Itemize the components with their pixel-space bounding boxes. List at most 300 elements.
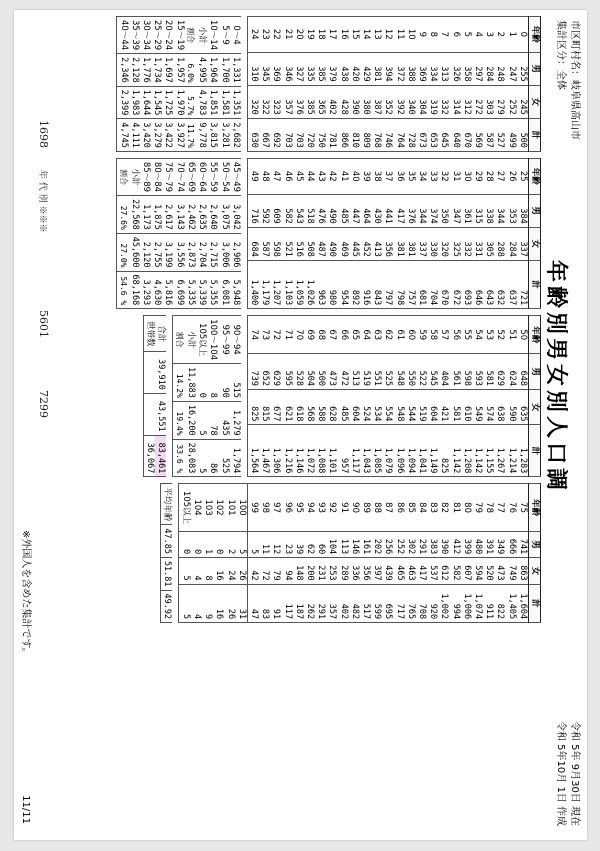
age-cell: 53 <box>483 316 494 354</box>
table-row <box>483 158 494 308</box>
male-cell: 11,883 <box>185 364 196 402</box>
total-cell: 916 <box>360 260 371 308</box>
table-row <box>191 484 202 623</box>
col-age: 年齢 <box>528 17 540 53</box>
age-cell: 小計 <box>185 316 196 364</box>
total-cell: 1,096 <box>393 425 404 477</box>
table-row <box>472 484 483 623</box>
age-cell: 60～64 <box>196 158 207 195</box>
table-row <box>405 316 416 477</box>
total-cell: 1,041 <box>416 425 427 477</box>
table-row <box>449 316 460 477</box>
table-body <box>247 17 528 152</box>
total-cell: 9 <box>202 584 213 623</box>
age-cell: 54 <box>472 316 483 354</box>
age-cell: 80～84 <box>151 158 162 195</box>
age-cell: 70～74 <box>174 158 185 195</box>
male-cell: 6.0% <box>185 54 196 87</box>
table-row <box>174 17 185 152</box>
total-cell: 1,146 <box>293 425 304 477</box>
city-label: 市区町村名：岐阜県高山市 <box>569 20 580 140</box>
female-cell: 356 <box>382 227 393 260</box>
table-row <box>483 316 494 477</box>
male-cell: 551 <box>371 354 382 390</box>
col-female: 女 <box>528 558 540 584</box>
total-cell: 1,306 <box>270 425 281 477</box>
total-cell: 1,101 <box>326 425 337 477</box>
total-cell: 643 <box>483 260 494 308</box>
total-cell: 670 <box>461 118 472 151</box>
age-cell: 23 <box>259 17 270 53</box>
table-body <box>173 316 241 477</box>
total-cell: 357 <box>326 584 337 623</box>
table-row <box>117 158 129 308</box>
table-row <box>416 316 427 477</box>
total-cell: 187 <box>293 584 304 623</box>
total-male: 39,910 <box>155 352 166 394</box>
age-cell: 56 <box>449 316 460 354</box>
age-cell: 100～104 <box>207 316 218 364</box>
age-cell: 25 <box>517 158 529 194</box>
female-cell: 272 <box>472 85 483 118</box>
age-cell: 58 <box>427 316 438 354</box>
table-row <box>117 17 129 152</box>
table-row <box>517 316 529 477</box>
document-page <box>14 10 587 840</box>
male-cell: 146 <box>349 531 360 557</box>
male-cell: 0 <box>196 364 207 402</box>
table-row <box>236 484 248 623</box>
col-female: 女 <box>528 227 540 260</box>
age-cell: 0 <box>517 17 529 53</box>
male-cell: 5 <box>247 531 259 557</box>
table-row <box>162 158 173 308</box>
female-cell: 635 <box>517 389 529 425</box>
male-cell: 399 <box>461 531 472 557</box>
female-cell: 332 <box>438 85 449 118</box>
female-cell: 331 <box>472 227 483 260</box>
age-cell: 40 <box>349 158 360 194</box>
table-row <box>494 158 505 308</box>
total-cell: 798 <box>393 260 404 308</box>
male-cell: 326 <box>449 52 460 85</box>
table-row <box>438 17 449 152</box>
male-cell: 1,173 <box>140 196 151 234</box>
female-cell: 381 <box>405 227 416 260</box>
total-cell: 3,927 <box>174 119 185 152</box>
male-cell: 2,617 <box>162 196 173 234</box>
female-cell: 587 <box>259 227 270 260</box>
age-cell: 79 <box>472 484 483 532</box>
total-cell: 825 <box>438 425 449 477</box>
male-cell: 430 <box>371 194 382 227</box>
total-cell: 1,216 <box>281 425 292 477</box>
total-cell: 693 <box>461 260 472 308</box>
total-cell: 681 <box>416 260 427 308</box>
handwritten-note-3: 7299 <box>37 390 50 418</box>
total-cell: 1,079 <box>382 425 393 477</box>
age-cell: 70 <box>293 316 304 354</box>
age-cell: 48 <box>259 158 270 194</box>
female-cell: 452 <box>360 227 371 260</box>
total-cell: 810 <box>349 118 360 151</box>
age-cell: 31 <box>449 158 460 194</box>
age-cell: 55～59 <box>207 158 218 195</box>
table-row <box>449 17 460 152</box>
male-cell: 404 <box>438 354 449 390</box>
table-row <box>416 484 427 623</box>
female-cell: 677 <box>270 389 281 425</box>
table-row <box>304 17 315 152</box>
table-row <box>449 484 460 623</box>
age-cell: 44 <box>304 158 315 194</box>
age-cell: 39 <box>360 158 371 194</box>
table-row <box>270 484 281 623</box>
female-cell: 16,200 <box>185 401 196 439</box>
table-row <box>371 316 382 477</box>
age-cell: 21 <box>281 17 292 53</box>
male-cell: 739 <box>247 354 259 390</box>
female-cell: 2,715 <box>207 233 218 271</box>
male-cell: 113 <box>337 531 348 557</box>
female-cell: 638 <box>494 389 505 425</box>
avg-female: 51.81 <box>161 557 173 590</box>
age-cell: 93 <box>315 484 326 532</box>
age-cell: 90 <box>349 484 360 532</box>
female-cell: 445 <box>349 227 360 260</box>
male-cell: 598 <box>461 354 472 390</box>
age-cell: 16 <box>337 17 348 53</box>
male-cell: 1,697 <box>162 54 173 87</box>
total-cell: 3,815 <box>207 119 218 152</box>
male-cell: 2,346 <box>117 54 129 87</box>
male-cell: 297 <box>472 52 483 85</box>
age-cell: 99 <box>247 484 259 532</box>
table-totals <box>143 315 166 477</box>
col-age: 年齢 <box>528 484 540 532</box>
table-row <box>293 158 304 308</box>
age-cell: 15～19 <box>174 17 185 54</box>
total-cell: 822 <box>494 584 505 623</box>
table-row <box>416 158 427 308</box>
male-cell: 548 <box>393 354 404 390</box>
female-cell: 604 <box>427 389 438 425</box>
table-row <box>213 484 224 623</box>
table-row <box>207 316 218 477</box>
male-cell: 2,462 <box>185 196 196 234</box>
male-cell: 60 <box>315 531 326 557</box>
total-cell: 5,816 <box>162 271 173 309</box>
male-cell: 504 <box>304 354 315 390</box>
age-cell: 36 <box>393 158 404 194</box>
age-cell: 105以上 <box>196 316 207 364</box>
age-cell: 4 <box>472 17 483 53</box>
female-cell: 320 <box>247 85 259 118</box>
male-cell: 284 <box>483 52 494 85</box>
table-body <box>117 17 241 152</box>
male-cell: 543 <box>293 194 304 227</box>
table-row <box>247 17 259 152</box>
female-cell: 289 <box>337 558 348 584</box>
male-cell: 385 <box>315 52 326 85</box>
rotated-sheet <box>14 10 587 840</box>
age-cell: 62 <box>382 316 393 354</box>
table-row <box>140 17 151 152</box>
age-cell: 1 <box>505 17 516 53</box>
total-cell: 1,142 <box>449 425 460 477</box>
female-cell: 544 <box>405 389 416 425</box>
age-cell: 78 <box>483 484 494 532</box>
table-row <box>405 484 416 623</box>
col-male: 男 <box>528 531 540 557</box>
male-cell: 39 <box>293 531 304 557</box>
total-cell: 1,117 <box>349 425 360 477</box>
table-row <box>218 158 229 308</box>
female-cell: 2,906 <box>230 233 241 271</box>
total-cell: 1,074 <box>472 584 483 623</box>
female-cell: 2,704 <box>196 233 207 271</box>
total-cell: 16 <box>213 584 224 623</box>
male-cell: 310 <box>247 52 259 85</box>
female-cell: 469 <box>337 227 348 260</box>
female-cell: 303 <box>483 85 494 118</box>
table-row <box>517 17 529 152</box>
total-cell: 721 <box>517 260 529 308</box>
age-cell: 11 <box>393 17 404 53</box>
male-cell: 420 <box>349 52 360 85</box>
total-cell: 1,283 <box>517 425 529 477</box>
age-cell: 26 <box>505 158 516 194</box>
total-cell: 746 <box>382 118 393 151</box>
age-cell: 91 <box>337 484 348 532</box>
total-cell: 646 <box>472 260 483 308</box>
male-cell: 22,568 <box>129 196 140 234</box>
female-cell: 3,006 <box>218 233 229 271</box>
female-cell: 16 <box>213 558 224 584</box>
age-cell: 86 <box>393 484 404 532</box>
age-cell: 割合 <box>185 17 196 54</box>
table-row <box>337 158 348 308</box>
total-cell: 31 <box>236 584 248 623</box>
total-cell: 525 <box>218 439 229 477</box>
female-cell: 245 <box>517 85 529 118</box>
male-cell: 666 <box>505 531 516 557</box>
male-cell: 1,700 <box>218 54 229 87</box>
total-cell: 703 <box>281 118 292 151</box>
male-cell: 472 <box>337 354 348 390</box>
female-cell: 435 <box>218 401 229 439</box>
male-cell: 252 <box>393 531 404 557</box>
male-cell: 369 <box>416 52 427 85</box>
female-cell: 337 <box>517 227 529 260</box>
male-cell: 1,776 <box>140 54 151 87</box>
totals-row <box>155 316 166 477</box>
total-cell: 632 <box>494 260 505 308</box>
total-cell: 28,083 <box>185 439 196 477</box>
male-cell: 624 <box>505 354 516 390</box>
age-cell: 63 <box>371 316 382 354</box>
table-body <box>117 158 241 308</box>
age-cell: 19 <box>304 17 315 53</box>
male-cell: 476 <box>315 194 326 227</box>
total-cell: 630 <box>247 118 259 151</box>
table-row <box>483 484 494 623</box>
table-row <box>382 316 393 477</box>
table-average-age <box>160 483 172 623</box>
age-cell: 72 <box>270 316 281 354</box>
table-row <box>382 17 393 152</box>
total-cell: 1,094 <box>405 425 416 477</box>
female-cell: 554 <box>382 389 393 425</box>
households-label: 世帯数 <box>144 316 156 352</box>
total-cell: 527 <box>494 118 505 151</box>
female-cell: 2,399 <box>117 86 129 119</box>
female-cell: 524 <box>360 389 371 425</box>
table-row <box>416 17 427 152</box>
age-cell: 45 <box>293 158 304 194</box>
table-row <box>326 158 337 308</box>
table-row <box>247 316 259 477</box>
table-row <box>224 484 235 623</box>
total-cell: 517 <box>360 584 371 623</box>
female-cell: 337 <box>416 227 427 260</box>
total-cell: 6,081 <box>218 271 229 309</box>
female-cell: 279 <box>494 85 505 118</box>
total-cell: 54.6 % <box>117 271 129 309</box>
total-cell: 3,281 <box>218 119 229 152</box>
age-cell: 47 <box>270 158 281 194</box>
total-cell: 3,279 <box>151 119 162 152</box>
table-ages-50-74 <box>247 315 541 477</box>
handwritten-note-1: 1698 <box>37 120 50 148</box>
total-cell: 262 <box>304 584 315 623</box>
table-row <box>326 484 337 623</box>
female-cell: 413 <box>371 227 382 260</box>
male-cell: 525 <box>382 354 393 390</box>
male-cell: 1,875 <box>151 196 162 234</box>
male-cell: 349 <box>494 531 505 557</box>
female-cell: 607 <box>461 558 472 584</box>
total-cell: 673 <box>416 118 427 151</box>
table-row <box>461 17 472 152</box>
male-cell: 344 <box>416 194 427 227</box>
total-cell: 670 <box>438 260 449 308</box>
table-row <box>382 158 393 308</box>
total-cell: 994 <box>449 584 460 623</box>
table-row <box>393 484 404 623</box>
female-cell: 305 <box>483 227 494 260</box>
total-cell: 9,778 <box>196 119 207 152</box>
age-cell: 37 <box>382 158 393 194</box>
male-cell: 202 <box>371 531 382 557</box>
age-cell: 82 <box>438 484 449 532</box>
male-cell: 5 <box>236 531 248 557</box>
age-cell: 96 <box>281 484 292 532</box>
age-cell: 60 <box>405 316 416 354</box>
male-cell: 383 <box>427 531 438 557</box>
female-cell: 72 <box>259 558 270 584</box>
female-cell: 548 <box>393 389 404 425</box>
female-cell: 45,600 <box>129 233 140 271</box>
total-cell: 1,207 <box>270 260 281 308</box>
age-cell: 10～14 <box>207 17 218 54</box>
age-cell: 24 <box>247 17 259 53</box>
age-cell: 65 <box>349 316 360 354</box>
total-cell: 1,564 <box>247 425 259 477</box>
female-cell: 304 <box>416 85 427 118</box>
table-row <box>304 158 315 308</box>
table-row <box>405 17 416 152</box>
header-meta-right <box>553 721 581 826</box>
male-cell: 62 <box>304 531 315 557</box>
total-cell: 703 <box>293 118 304 151</box>
female-cell: 594 <box>472 558 483 584</box>
total-cell: 1,043 <box>360 425 371 477</box>
male-cell: 545 <box>427 354 438 390</box>
total-cell: 1,214 <box>505 425 516 477</box>
female-cell: 421 <box>438 389 449 425</box>
table-row <box>293 316 304 477</box>
as-of-date: 令和 5年 9月30日 現在 <box>569 721 580 826</box>
total-cell: 1,794 <box>230 439 241 477</box>
female-cell: 336 <box>349 558 360 584</box>
total-cell: 1,002 <box>438 584 449 623</box>
male-cell: 2,635 <box>196 196 207 234</box>
total-cell: 963 <box>315 260 326 308</box>
male-cell: 104 <box>326 531 337 557</box>
age-cell: 18 <box>315 17 326 53</box>
age-cell: 28 <box>483 158 494 194</box>
age-cell: 50 <box>517 316 529 354</box>
female-cell: 387 <box>371 85 382 118</box>
female-cell: 312 <box>461 85 472 118</box>
table-row <box>281 316 292 477</box>
age-cell: 88 <box>371 484 382 532</box>
age-cell: 83 <box>427 484 438 532</box>
total-female: 43,551 <box>155 393 166 435</box>
total-cell: 892 <box>349 260 360 308</box>
col-age: 年齢 <box>528 316 540 354</box>
male-cell: 90 <box>218 364 229 402</box>
male-cell: 485 <box>337 194 348 227</box>
total-cell: 1,072 <box>304 425 315 477</box>
male-cell: 500 <box>315 354 326 390</box>
male-cell: 518 <box>304 194 315 227</box>
male-cell: 629 <box>494 354 505 390</box>
male-cell: 4,995 <box>196 54 207 87</box>
male-cell: 3,143 <box>174 196 185 234</box>
male-cell: 561 <box>449 354 460 390</box>
female-cell: 320 <box>438 227 449 260</box>
total-cell: 957 <box>337 425 348 477</box>
table-row <box>393 158 404 308</box>
male-cell: 358 <box>461 52 472 85</box>
total-cell: 695 <box>382 584 393 623</box>
age-cell: 30～34 <box>140 17 151 54</box>
total-cell: 402 <box>337 584 348 623</box>
male-cell: 11 <box>259 531 270 557</box>
female-cell: 490 <box>326 227 337 260</box>
total-cell: 1,405 <box>505 584 516 623</box>
table-row <box>427 484 438 623</box>
households-value: 36,067 <box>144 435 156 477</box>
age-cell: 69 <box>304 316 315 354</box>
age-cell: 100 <box>236 484 248 532</box>
female-cell: 314 <box>449 85 460 118</box>
total-cell: 1,026 <box>304 260 315 308</box>
age-cell: 10 <box>405 17 416 53</box>
age-cell: 92 <box>326 484 337 532</box>
